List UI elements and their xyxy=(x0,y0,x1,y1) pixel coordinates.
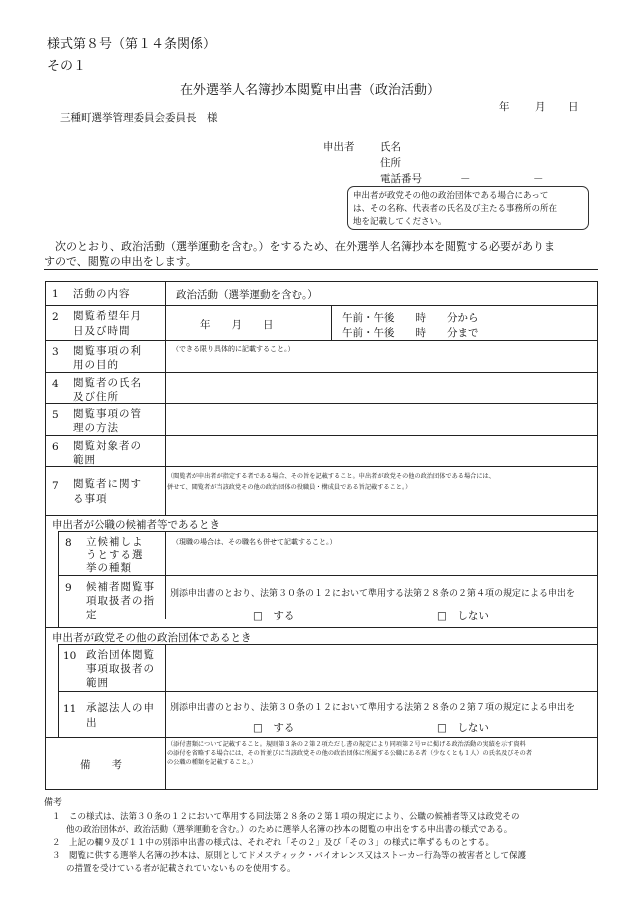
applicant-phone-field: 電話番号 xyxy=(380,173,422,185)
candidate-handler-label: 項取扱者の指 xyxy=(86,595,155,607)
target-scope-input[interactable] xyxy=(167,437,595,465)
viewer-info-label: る事項 xyxy=(73,493,108,505)
approved-corp-yes-checkbox[interactable]: □ する xyxy=(253,722,295,734)
purpose-label: 閲覧事項の利 xyxy=(73,345,142,357)
management-method-input[interactable] xyxy=(167,405,595,434)
applicant-address-field: 住所 xyxy=(380,157,401,169)
party-handler-scope-label: 範囲 xyxy=(86,677,109,689)
form-number: 様式第８号（第１４条関係） xyxy=(47,37,217,52)
note-item: 他の政治団体が、政治活動（選挙運動を含む。）のために選挙人名簿の抄本の閲覧の申出をする申出書の様式である。 xyxy=(66,825,513,835)
date-month: 月 xyxy=(535,101,546,113)
activity-value: 政治活動（選挙運動を含む。） xyxy=(176,289,318,301)
viewing-date-field[interactable]: 年 月 日 xyxy=(200,319,274,331)
note-item: の措置を受けている者が記載されていないものを使用する。 xyxy=(66,864,296,874)
section-candidate-heading: 申出者が公職の候補者等であるとき xyxy=(52,519,220,531)
viewing-time-to[interactable]: 午前・午後 時 分まで xyxy=(342,327,479,339)
viewer-name-label: 閲覧者の氏名 xyxy=(73,377,142,389)
row-number: 9 xyxy=(65,582,72,594)
viewing-datetime-label: 閲覧希望年月 xyxy=(73,310,142,322)
applicant-name-field: 氏名 xyxy=(380,141,401,153)
note-item: ３ 閲覧に供する選挙人名簿の抄本は、原則としてドメスティック・バイオレンス又はストーカー行為等の被害者として保護 xyxy=(52,851,527,861)
candidate-handler-label: 定 xyxy=(86,609,98,621)
management-method-label: 理の方法 xyxy=(73,422,119,434)
row-number: 8 xyxy=(65,537,72,549)
intro-text: すので、閲覧の申出をします。 xyxy=(44,255,197,268)
note-item: ２ 上記の欄９及び１１中の別添申出書の様式は、それぞれ「その２」及び「その３」の様式に準ずるものとする。 xyxy=(52,838,495,848)
candidate-handler-text: 別添申出書のとおり、法第３０条の１２において準用する法第２８条の２第４項の規定による申出を xyxy=(170,589,576,599)
applicant-label: 申出者 xyxy=(323,141,355,153)
row-number: 1 xyxy=(52,288,59,300)
remarks-note: の添付を省略する場合には、その旨並びに当該政党その他の政治団体に所属する公職にある者（少なくとも１人）の氏名及びその者 xyxy=(167,750,533,757)
approved-corp-label: 承認法人の申 xyxy=(86,702,155,714)
row-number: 2 xyxy=(52,311,59,323)
candidate-handler-label: 候補者閲覧事 xyxy=(86,581,155,593)
row-number: 10 xyxy=(63,650,77,662)
phone-dash: － xyxy=(460,173,471,185)
remarks-label: 備 考 xyxy=(80,759,122,771)
target-scope-label: 閲覧対象者の xyxy=(73,440,142,452)
purpose-note: （できる限り具体的に記載すること。） xyxy=(172,345,295,353)
management-method-label: 閲覧事項の管 xyxy=(73,408,142,420)
note-item: １ この様式は、法第３０条の１２において準用する同法第２８条の２第１項の規定により、公職の候補者等又は政党その xyxy=(52,812,520,822)
row-number: 6 xyxy=(52,441,59,453)
activity-label: 活動の内容 xyxy=(73,288,131,300)
date-day: 日 xyxy=(568,101,579,113)
form-part: その１ xyxy=(47,59,87,74)
applicant-note-line: は、その名称、代表者の氏名及び主たる事務所の所在 xyxy=(353,204,558,214)
purpose-input[interactable] xyxy=(167,356,595,371)
remarks-note: の公職の種類を記載すること。） xyxy=(167,759,257,766)
approved-corp-text: 別添申出書のとおり、法第３０条の１２において準用する法第２８条の２第７項の規定による申出を xyxy=(170,703,576,713)
addressee: 三種町選挙管理委員会委員長 様 xyxy=(60,112,218,124)
election-type-label: 挙の種類 xyxy=(86,562,132,574)
row-number: 7 xyxy=(52,480,59,492)
row-number: 11 xyxy=(63,703,77,715)
viewing-datetime-label: 日及び時間 xyxy=(73,325,131,337)
applicant-note-line: 地を記載してください。 xyxy=(353,217,447,227)
election-type-label: うとする選 xyxy=(86,549,144,561)
date-year: 年 xyxy=(499,101,510,113)
viewer-info-note: （閲覧者が申出者が指定する者である場合、その旨を記載すること。申出者が政党その他の政治団体である場合には、 xyxy=(167,473,495,480)
party-handler-scope-label: 政治団体閲覧 xyxy=(86,649,155,661)
election-type-note: （現職の場合は、その職名も併せて記載すること。） xyxy=(172,538,337,546)
candidate-handler-no-checkbox[interactable]: □ しない xyxy=(437,610,489,622)
document-title: 在外選挙人名簿抄本閲覧申出書（政治活動） xyxy=(180,83,441,98)
viewer-info-note: 併せて、閲覧者が当該政党その他の政治団体の役職員・構成員である旨記載すること。） xyxy=(167,484,412,491)
party-handler-scope-input[interactable] xyxy=(167,646,595,690)
purpose-label: 用の目的 xyxy=(73,359,119,371)
row-number: 4 xyxy=(52,378,59,390)
viewing-time-from[interactable]: 午前・午後 時 分から xyxy=(342,312,479,324)
row-number: 3 xyxy=(52,346,59,358)
viewer-name-input[interactable] xyxy=(167,374,595,402)
applicant-note-line: 申出者が政党その他の政治団体である場合にあって xyxy=(353,191,549,201)
viewer-name-label: 及び住所 xyxy=(73,391,119,403)
intro-rule xyxy=(44,269,598,270)
party-handler-scope-label: 事項取扱者の xyxy=(86,663,155,675)
phone-dash: － xyxy=(533,173,544,185)
approved-corp-label: 出 xyxy=(86,717,98,729)
intro-text: 次のとおり、政治活動（選挙運動を含む。）をするため、在外選挙人名簿抄本を閲覧する必要がありま xyxy=(44,240,556,253)
target-scope-label: 範囲 xyxy=(73,454,96,466)
election-type-label: 立候補しよ xyxy=(86,536,144,548)
section-party-heading: 申出者が政党その他の政治団体であるとき xyxy=(52,632,252,644)
candidate-handler-yes-checkbox[interactable]: □ する xyxy=(253,610,295,622)
notes-heading: 備考 xyxy=(44,798,63,808)
remarks-note: （添付書類について記載すること。規則第３条の２第２項ただし書の規定により同項第２号ロに掲げる政治活動の実績を示す資料 xyxy=(167,741,526,748)
approved-corp-no-checkbox[interactable]: □ しない xyxy=(437,722,489,734)
row-number: 5 xyxy=(52,409,59,421)
viewer-info-label: 閲覧者に関す xyxy=(73,478,142,490)
